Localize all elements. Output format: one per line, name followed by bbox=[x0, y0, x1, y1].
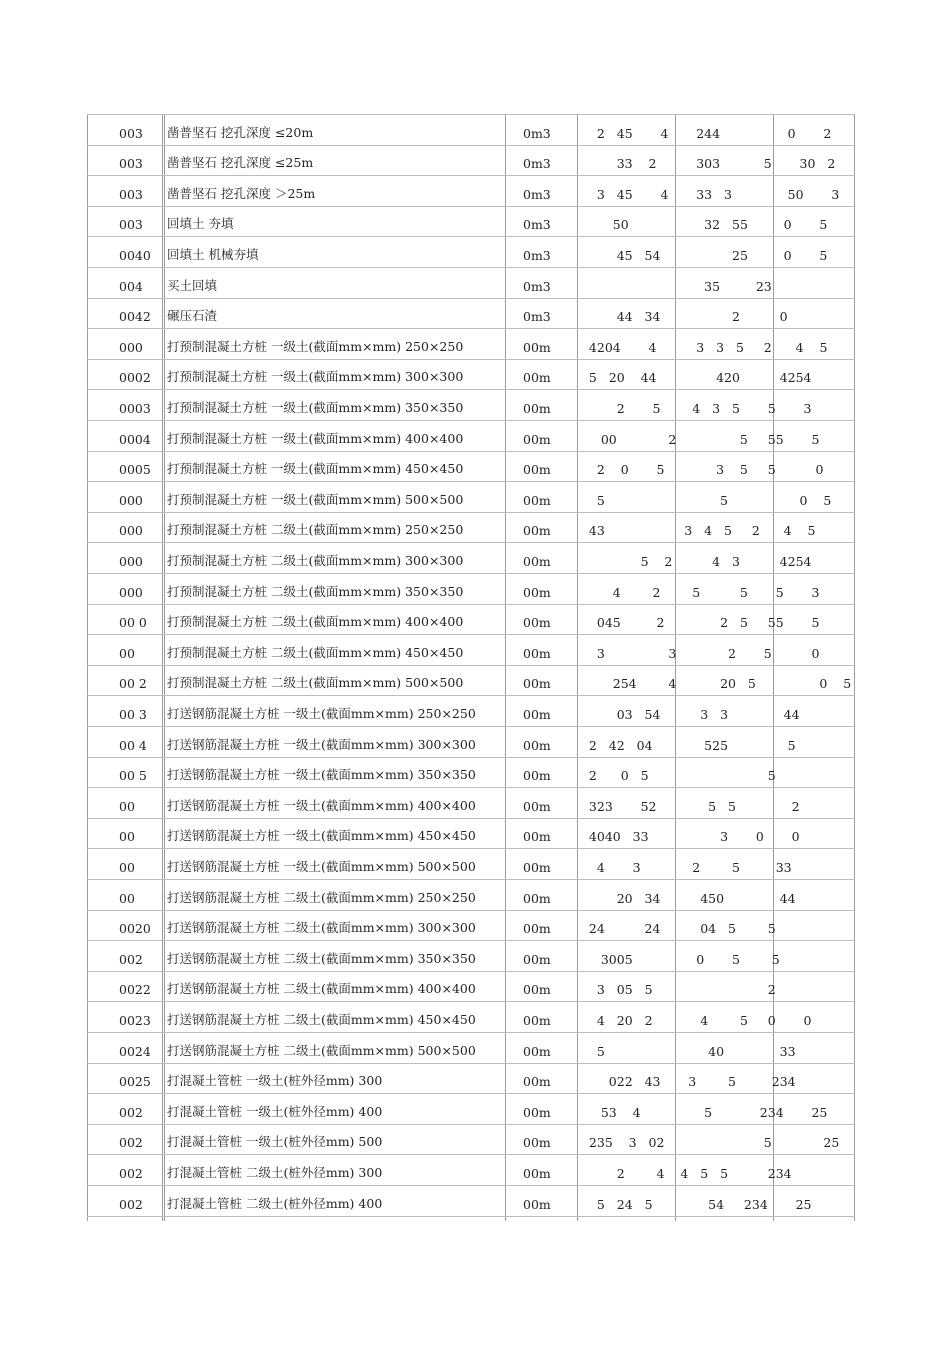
item-values: 235 3 02 5 25 bbox=[577, 1135, 840, 1151]
item-code: 002 bbox=[119, 1196, 143, 1212]
item-code: 00 bbox=[119, 798, 135, 814]
table-row bbox=[87, 971, 887, 1002]
table-row bbox=[87, 848, 887, 879]
item-unit: 00m bbox=[523, 768, 551, 784]
item-name: 打混凝土管桩 二级土(桩外径mm) 400 bbox=[167, 1195, 383, 1211]
item-name: 打预制混凝土方桩 二级土(截面mm×mm) 300×300 bbox=[167, 552, 464, 568]
item-code: 000 bbox=[119, 523, 143, 539]
item-unit: 00m bbox=[523, 1104, 551, 1120]
table-row bbox=[87, 1001, 887, 1032]
table-row bbox=[87, 236, 887, 267]
item-values: 3 05 5 2 bbox=[577, 982, 776, 998]
item-code: 000 bbox=[119, 339, 143, 355]
table bbox=[87, 114, 855, 1221]
item-code: 002 bbox=[119, 1135, 143, 1151]
item-unit: 00m bbox=[523, 676, 551, 692]
item-values: 50 32 55 0 5 bbox=[577, 217, 828, 233]
item-values: 3 45 4 33 3 50 3 bbox=[577, 186, 840, 202]
item-name: 凿普坚石 挖孔深度 ＞25m bbox=[167, 185, 316, 201]
item-name: 打送钢筋混凝土方桩 一级土(截面mm×mm) 400×400 bbox=[167, 797, 476, 813]
item-values: 4 2 5 5 5 3 bbox=[577, 584, 820, 600]
item-name: 凿普坚石 挖孔深度 ≤25m bbox=[167, 155, 314, 171]
item-unit: 00m bbox=[523, 370, 551, 386]
table-row bbox=[87, 695, 887, 726]
table-row bbox=[87, 940, 887, 971]
item-code: 00 3 bbox=[119, 706, 147, 722]
item-code: 00 0 bbox=[119, 615, 147, 631]
table-row bbox=[87, 757, 887, 788]
item-name: 打送钢筋混凝土方桩 二级土(截面mm×mm) 250×250 bbox=[167, 889, 476, 905]
item-unit: 0m3 bbox=[523, 186, 551, 202]
item-unit: 00m bbox=[523, 462, 551, 478]
item-name: 打混凝土管桩 二级土(桩外径mm) 300 bbox=[167, 1164, 383, 1180]
table-row bbox=[87, 573, 887, 604]
item-name: 回填土 夯填 bbox=[167, 216, 234, 232]
item-name: 打预制混凝土方桩 一级土(截面mm×mm) 300×300 bbox=[167, 369, 464, 385]
table-row bbox=[87, 328, 887, 359]
item-name: 打预制混凝土方桩 二级土(截面mm×mm) 500×500 bbox=[167, 675, 464, 691]
item-unit: 00m bbox=[523, 584, 551, 600]
table-row bbox=[87, 665, 887, 696]
item-name: 打送钢筋混凝土方桩 二级土(截面mm×mm) 350×350 bbox=[167, 950, 476, 966]
item-unit: 00m bbox=[523, 615, 551, 631]
item-unit: 00m bbox=[523, 1196, 551, 1212]
item-code: 003 bbox=[119, 217, 143, 233]
table-row bbox=[87, 359, 887, 390]
item-code: 0002 bbox=[119, 370, 151, 386]
item-values: 00 2 5 55 5 bbox=[577, 431, 820, 447]
item-values: 5 2 4 3 4254 bbox=[577, 553, 812, 569]
item-values: 5 40 33 bbox=[577, 1043, 796, 1059]
item-code: 003 bbox=[119, 186, 143, 202]
item-name: 买土回填 bbox=[167, 277, 218, 293]
item-unit: 00m bbox=[523, 1165, 551, 1181]
table-row bbox=[87, 787, 887, 818]
item-name: 打送钢筋混凝土方桩 一级土(截面mm×mm) 450×450 bbox=[167, 828, 476, 844]
table-row bbox=[87, 542, 887, 573]
table-row bbox=[87, 818, 887, 849]
table-row bbox=[87, 634, 887, 665]
item-code: 0022 bbox=[119, 982, 151, 998]
item-code: 002 bbox=[119, 951, 143, 967]
item-name: 打预制混凝土方桩 二级土(截面mm×mm) 250×250 bbox=[167, 522, 464, 538]
item-unit: 00m bbox=[523, 951, 551, 967]
item-unit: 00m bbox=[523, 645, 551, 661]
table-row bbox=[87, 1032, 887, 1063]
item-values: 4 20 2 4 5 0 0 bbox=[577, 1012, 812, 1028]
item-name: 打送钢筋混凝土方桩 一级土(截面mm×mm) 500×500 bbox=[167, 858, 476, 874]
table-row bbox=[87, 1063, 887, 1094]
item-values: 4 3 2 5 33 bbox=[577, 859, 792, 875]
table-row bbox=[87, 1093, 887, 1124]
item-name: 打预制混凝土方桩 一级土(截面mm×mm) 450×450 bbox=[167, 461, 464, 477]
item-name: 打预制混凝土方桩 二级土(截面mm×mm) 400×400 bbox=[167, 614, 464, 630]
item-code: 000 bbox=[119, 492, 143, 508]
item-code: 00 2 bbox=[119, 676, 147, 692]
item-code: 0020 bbox=[119, 921, 151, 937]
item-name: 打送钢筋混凝土方桩 二级土(截面mm×mm) 500×500 bbox=[167, 1042, 476, 1058]
item-unit: 00m bbox=[523, 829, 551, 845]
item-values: 2 0 5 5 bbox=[577, 768, 776, 784]
item-values: 03 54 3 3 44 bbox=[577, 706, 800, 722]
item-unit: 00m bbox=[523, 553, 551, 569]
item-unit: 00m bbox=[523, 339, 551, 355]
item-values: 5 24 5 54 234 25 bbox=[577, 1196, 812, 1212]
table-row bbox=[87, 267, 887, 298]
table-row bbox=[87, 726, 887, 757]
item-code: 002 bbox=[119, 1104, 143, 1120]
item-values: 254 4 20 5 0 5 bbox=[577, 676, 852, 692]
item-values: 53 4 5 234 25 bbox=[577, 1104, 828, 1120]
item-values: 2 42 04 525 5 bbox=[577, 737, 796, 753]
item-values: 43 3 4 5 2 4 5 bbox=[577, 523, 816, 539]
item-name: 打混凝土管桩 一级土(桩外径mm) 300 bbox=[167, 1073, 383, 1089]
item-code: 00 bbox=[119, 645, 135, 661]
item-values: 33 2 303 5 30 2 bbox=[577, 156, 836, 172]
table-row bbox=[87, 1154, 887, 1185]
table-row bbox=[87, 114, 887, 145]
item-code: 00 bbox=[119, 829, 135, 845]
table-row bbox=[87, 910, 887, 941]
item-name: 打送钢筋混凝土方桩 一级土(截面mm×mm) 300×300 bbox=[167, 736, 476, 752]
item-values: 20 34 450 44 bbox=[577, 890, 796, 906]
item-unit: 00m bbox=[523, 1074, 551, 1090]
item-code: 0040 bbox=[119, 247, 151, 263]
table-row bbox=[87, 145, 887, 176]
item-unit: 00m bbox=[523, 890, 551, 906]
item-unit: 00m bbox=[523, 400, 551, 416]
item-values: 35 23 bbox=[577, 278, 772, 294]
item-code: 00 bbox=[119, 890, 135, 906]
item-code: 0004 bbox=[119, 431, 151, 447]
item-unit: 0m3 bbox=[523, 217, 551, 233]
item-code: 0025 bbox=[119, 1074, 151, 1090]
item-code: 00 4 bbox=[119, 737, 147, 753]
item-code: 0003 bbox=[119, 400, 151, 416]
item-code: 000 bbox=[119, 553, 143, 569]
item-values: 2 4 4 5 5 234 bbox=[577, 1165, 792, 1181]
table-row bbox=[87, 879, 887, 910]
item-name: 碾压石渣 bbox=[167, 308, 218, 324]
item-unit: 00m bbox=[523, 737, 551, 753]
item-unit: 00m bbox=[523, 523, 551, 539]
item-unit: 0m3 bbox=[523, 125, 551, 141]
item-name: 打送钢筋混凝土方桩 二级土(截面mm×mm) 450×450 bbox=[167, 1011, 476, 1027]
item-unit: 00m bbox=[523, 921, 551, 937]
item-values: 3005 0 5 5 bbox=[577, 951, 780, 967]
item-unit: 0m3 bbox=[523, 247, 551, 263]
item-values: 44 34 2 0 bbox=[577, 309, 788, 325]
item-values: 323 52 5 5 2 bbox=[577, 798, 800, 814]
item-name: 打送钢筋混凝土方桩 二级土(截面mm×mm) 400×400 bbox=[167, 981, 476, 997]
item-unit: 00m bbox=[523, 1012, 551, 1028]
item-values: 4204 4 3 3 5 2 4 5 bbox=[577, 339, 828, 355]
item-unit: 00m bbox=[523, 431, 551, 447]
table-row bbox=[87, 1124, 887, 1155]
item-unit: 00m bbox=[523, 859, 551, 875]
item-unit: 00m bbox=[523, 492, 551, 508]
item-values: 045 2 2 5 55 5 bbox=[577, 615, 820, 631]
table-row bbox=[87, 389, 887, 420]
item-values: 2 45 4 244 0 2 bbox=[577, 125, 832, 141]
item-name: 打预制混凝土方桩 一级土(截面mm×mm) 400×400 bbox=[167, 430, 464, 446]
item-code: 00 5 bbox=[119, 768, 147, 784]
table-row bbox=[87, 451, 887, 482]
table-row bbox=[87, 298, 887, 329]
item-code: 003 bbox=[119, 156, 143, 172]
item-code: 00 bbox=[119, 859, 135, 875]
table-row bbox=[87, 481, 887, 512]
table-row bbox=[87, 206, 887, 237]
item-name: 打混凝土管桩 一级土(桩外径mm) 400 bbox=[167, 1103, 383, 1119]
item-code: 000 bbox=[119, 584, 143, 600]
item-code: 002 bbox=[119, 1165, 143, 1181]
item-name: 打送钢筋混凝土方桩 一级土(截面mm×mm) 350×350 bbox=[167, 767, 476, 783]
item-values: 3 3 2 5 0 bbox=[577, 645, 820, 661]
item-unit: 00m bbox=[523, 1135, 551, 1151]
item-values: 45 54 25 0 5 bbox=[577, 247, 828, 263]
item-values: 5 20 44 420 4254 bbox=[577, 370, 812, 386]
table-row bbox=[87, 604, 887, 635]
item-unit: 00m bbox=[523, 798, 551, 814]
item-name: 打预制混凝土方桩 一级土(截面mm×mm) 500×500 bbox=[167, 491, 464, 507]
item-name: 凿普坚石 挖孔深度 ≤20m bbox=[167, 124, 314, 140]
row-divider bbox=[87, 1216, 855, 1217]
item-values: 5 5 0 5 bbox=[577, 492, 832, 508]
item-code: 0024 bbox=[119, 1043, 151, 1059]
item-name: 打送钢筋混凝土方桩 一级土(截面mm×mm) 250×250 bbox=[167, 705, 476, 721]
item-name: 打预制混凝土方桩 一级土(截面mm×mm) 250×250 bbox=[167, 338, 464, 354]
item-unit: 0m3 bbox=[523, 309, 551, 325]
item-code: 0005 bbox=[119, 462, 151, 478]
item-unit: 0m3 bbox=[523, 156, 551, 172]
item-values: 4040 33 3 0 0 bbox=[577, 829, 800, 845]
item-name: 打送钢筋混凝土方桩 二级土(截面mm×mm) 300×300 bbox=[167, 920, 476, 936]
item-values: 022 43 3 5 234 bbox=[577, 1074, 796, 1090]
item-name: 打混凝土管桩 一级土(桩外径mm) 500 bbox=[167, 1134, 383, 1150]
item-unit: 00m bbox=[523, 982, 551, 998]
item-values: 2 5 4 3 5 5 3 bbox=[577, 400, 812, 416]
item-values: 2 0 5 3 5 5 0 bbox=[577, 462, 824, 478]
item-name: 打预制混凝土方桩 二级土(截面mm×mm) 350×350 bbox=[167, 583, 464, 599]
item-values: 24 24 04 5 5 bbox=[577, 921, 776, 937]
item-code: 0042 bbox=[119, 309, 151, 325]
item-name: 回填土 机械夯填 bbox=[167, 246, 259, 262]
item-unit: 0m3 bbox=[523, 278, 551, 294]
table-row bbox=[87, 1185, 887, 1216]
item-name: 打预制混凝土方桩 一级土(截面mm×mm) 350×350 bbox=[167, 399, 464, 415]
item-code: 004 bbox=[119, 278, 143, 294]
item-unit: 00m bbox=[523, 1043, 551, 1059]
item-code: 0023 bbox=[119, 1012, 151, 1028]
item-code: 003 bbox=[119, 125, 143, 141]
item-name: 打预制混凝土方桩 二级土(截面mm×mm) 450×450 bbox=[167, 644, 464, 660]
table-row bbox=[87, 420, 887, 451]
table-row bbox=[87, 512, 887, 543]
item-unit: 00m bbox=[523, 706, 551, 722]
table-row bbox=[87, 175, 887, 206]
